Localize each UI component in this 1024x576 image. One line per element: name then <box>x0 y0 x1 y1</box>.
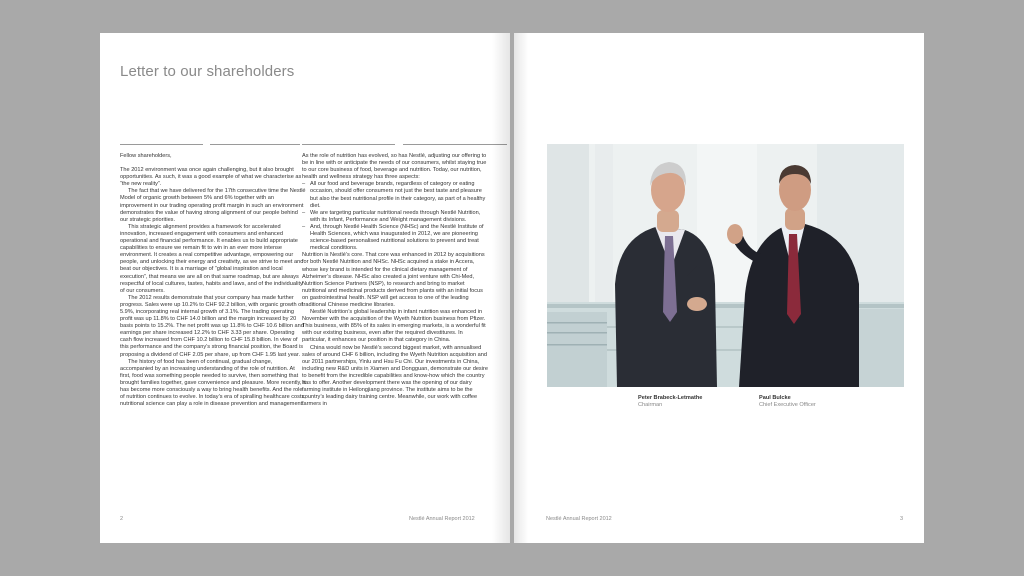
salutation: Fellow shareholders, <box>120 153 172 159</box>
page-number: 2 <box>120 516 124 522</box>
publication-name: Nestlé Annual Report 2012 <box>546 516 612 522</box>
person-role: Chief Executive Officer <box>759 402 816 408</box>
left-page <box>100 33 510 543</box>
portrait-illustration <box>547 144 904 387</box>
caption-person-2 <box>759 395 816 409</box>
paragraph: The history of food has been of continual, gradual change, accompanied by an increasing understanding of the role of nutrition. At first, food was something people needed to survive, then something that brought families together, gave convenience and pleasure. More recently, it has become more consciously a way to bring health benefits. And the role of nutrition continues to evolve. In today’s era of spiralling healthcare costs, nutritional science can play a role in disease prevention and management. <box>120 358 306 408</box>
paragraph: As the role of nutrition has evolved, so has Nestlé, adjusting our offering to be in line with or anticipate the needs of our consumers, whilst staying true to our core business of food, beverage and nutrition. Today, our nutrition, health and wellness strategy has three aspects: <box>302 153 487 181</box>
person-name: Peter Brabeck-Letmathe <box>638 395 703 401</box>
text-column-1 <box>120 153 306 408</box>
list-item: – We are targeting particular nutritional needs through Nestlé Nutrition, with its Infant, Performance and Weight management divisions. <box>302 210 488 224</box>
portrait-photo <box>547 144 904 387</box>
publication-name: Nestlé Annual Report 2012 <box>409 516 475 522</box>
strategy-list <box>302 181 488 252</box>
right-page <box>514 33 924 543</box>
text-column-2 <box>302 153 488 408</box>
paragraph: The 2012 environment was once again challenging, but it also brought opportunities. As such, it was a good example of what we characterise as “the new reality”. <box>120 167 302 188</box>
person-name: Paul Bulcke <box>759 395 791 401</box>
paragraph: The fact that we have delivered for the 17th consecutive time the Nestlé Model of organic growth between 5% and 6% together with an improvement in our trading operating profit margin in such an environment demonstrates the value of having strong alignment of our people behind our strategic priorities. <box>120 188 306 223</box>
list-item: – All our food and beverage brands, regardless of category or eating occasion, should offer consumers not just the best taste and pleasure but also the best nutritional profile in their category, as part of a healthy diet. <box>302 181 488 209</box>
column-rules <box>120 144 507 146</box>
page-number: 3 <box>900 516 904 522</box>
paragraph: China would now be Nestlé’s second biggest market, with annualised sales of around CHF 6 billion, including the Wyeth Nutrition acquisition and our 2011 partnerships, Yinlu and Hsu Fu Chi. Our investments in China, including new R&D units in Xiamen and Dongguan, demonstrate our desire to benefit from the incredible capabilities and know-how which the country has to offer. Another development there was the opening of our dairy farming institute in Heilongjiang province. The institute aims to be the country’s leading dairy training centre. Meanwhile, our work with coffee farmers in <box>302 344 488 408</box>
person-role: Chairman <box>638 402 663 408</box>
page-title: Letter to our shareholders <box>120 63 295 80</box>
caption-person-1 <box>638 395 702 409</box>
paragraph: The 2012 results demonstrate that your company has made further progress. Sales were up 10.2% to CHF 92.2 billion, with organic growth of 5.9%, incorporating real internal growth of 3.1%. The trading operating profit was up 11.8% to CHF 14.0 billion and the margin increased by 20 basis points to 15.2%. The net profit was up 11.8% to CHF 10.6 billion and earnings per share increased 12.2% to CHF 3.33 per share. Operating cash flow increased from CHF 10.2 billion to CHF 15.8 billion. In view of this performance and the company’s strong financial position, the Board is proposing a dividend of CHF 2.05 per share, up from CHF 1.95 last year. <box>120 294 304 358</box>
spine-shadow <box>492 33 510 543</box>
paragraph: Nestlé Nutrition’s global leadership in infant nutrition was enhanced in November with the acquisition of the Wyeth Nutrition business from Pfizer. This business, with 85% of its sales in emerging markets, is a wonderful fit with our existing business, even after the required divestitures. In particular, it enhances our position in that category in China. <box>302 309 486 344</box>
list-item: – And, through Nestlé Health Science (NHSc) and the Nestlé Institute of Health Sciences, which was inaugurated in 2012, we are pioneering science-based personalised nutritional solutions to prevent and treat medical conditions. <box>302 224 488 252</box>
spine-shadow <box>514 33 528 543</box>
paragraph: Nutrition is Nestlé’s core. That core was enhanced in 2012 by acquisitions for both Nestlé Nutrition and NHSc. NHSc acquired a stake in Accera, whose key brand is intended for the clinical dietary management of Alzheimer’s disease. NHSc also created a joint venture with Chi-Med, Nutrition Science Partners (NSP), to research and bring to market nutritional and medicinal products derived from plants with an initial focus on gastrointestinal health. NSP will get access to one of the leading traditional Chinese medicine libraries. <box>302 252 485 308</box>
paragraph: This strategic alignment provides a framework for accelerated innovation, increased engagement with consumers and enhanced operational and financial performance. It enables us to build appropriate capabilities to ensure we remain fit to win in an ever more intense environment. It creates a real competitive advantage, empowering our people, and unlocking their energy and creativity, as we strive to meet and beat our objectives. It is a marriage of “global inspiration and local execution”, that means we are all on that same roadmap, but are always respectful of local cultures, tastes, habits and laws, and of the individuality of our consumers. <box>120 223 304 294</box>
